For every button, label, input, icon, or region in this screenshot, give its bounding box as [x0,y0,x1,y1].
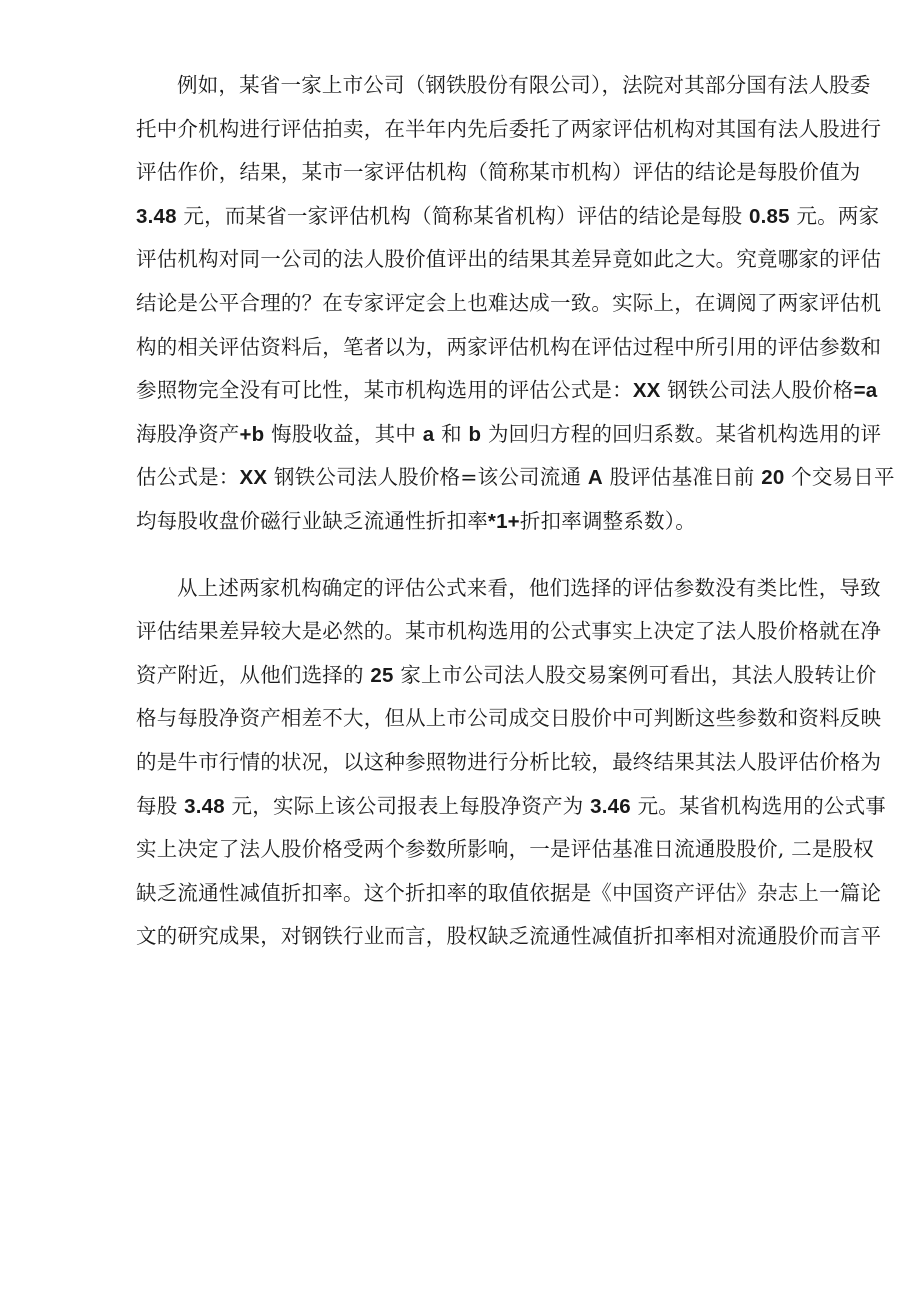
text-line: 估公式是：XX 钢铁公司法人股价格=该公司流通 A 股评估基准日前 20 个交易日平 [136,465,895,490]
paragraph-2 [136,567,886,959]
text-line: 结论是公平合理的？在专家评定会上也难达成一致。实际上，在调阅了两家评估机 [136,290,882,315]
paragraph-spacer [136,544,852,567]
text-line: 资产附近，从他们选择的 25 家上市公司法人股交易案例可看出，其法人股转让价 [136,662,877,687]
text-line: 缺乏流通性减值折扣率。这个折扣率的取值依据是《中国资产评估》杂志上一篇论 [136,880,882,905]
text-line: 实上决定了法人股价格受两个参数所影响，一是评估基准日流通股股价, 二是股权 [136,837,874,862]
text-line: 格与每股净资产相差不大，但从上市公司成交日股价中可判断这些参数和资料反映 [136,706,882,731]
text-line: 的是牛市行情的状况，以这种参照物进行分析比较，最终结果其法人股评估价格为 [136,749,882,774]
document-page [136,64,895,959]
text-line: 3.48 元，而某省一家评估机构（简称某省机构）评估的结论是每股 0.85 元。两家 [136,203,880,228]
text-line: 参照物完全没有可比性，某市机构选用的评估公式是：XX 钢铁公司法人股价格=a [136,378,878,403]
text-line: 例如，某省一家上市公司（钢铁股份有限公司），法院对其部分国有法人股委 [177,73,871,97]
text-line: 评估机构对同一公司的法人股价值评出的结果其差异竟如此之大。究竟哪家的评估 [136,247,882,272]
text-line: 每股 3.48 元，实际上该公司报表上每股净资产为 3.46 元。某省机构选用的公式事 [136,793,886,818]
text-line: 托中介机构进行评估拍卖，在半年内先后委托了两家评估机构对其国有法人股进行 [136,116,882,141]
text-line: 从上述两家机构确定的评估公式来看，他们选择的评估参数没有类比性，导致 [177,575,881,600]
text-line: 均每股收盘价磁行业缺乏流通性折扣率*1+折扣率调整系数）。 [136,508,696,533]
text-line: 海股净资产+b 悔股收益，其中 a 和 b 为回归方程的回归系数。某省机构选用的评 [136,421,882,446]
paragraph-1 [136,64,895,544]
text-line: 评估结果差异较大是必然的。某市机构选用的公式事实上决定了法人股价格就在净 [136,619,882,644]
text-line: 构的相关评估资料后，笔者以为，两家评估机构在评估过程中所引用的评估参数和 [136,334,882,359]
text-line: 评估作价，结果，某市一家评估机构（简称某市机构）评估的结论是每股价值为 [136,160,861,185]
text-line: 文的研究成果，对钢铁行业而言，股权缺乏流通性减值折扣率相对流通股价而言平 [136,924,882,949]
